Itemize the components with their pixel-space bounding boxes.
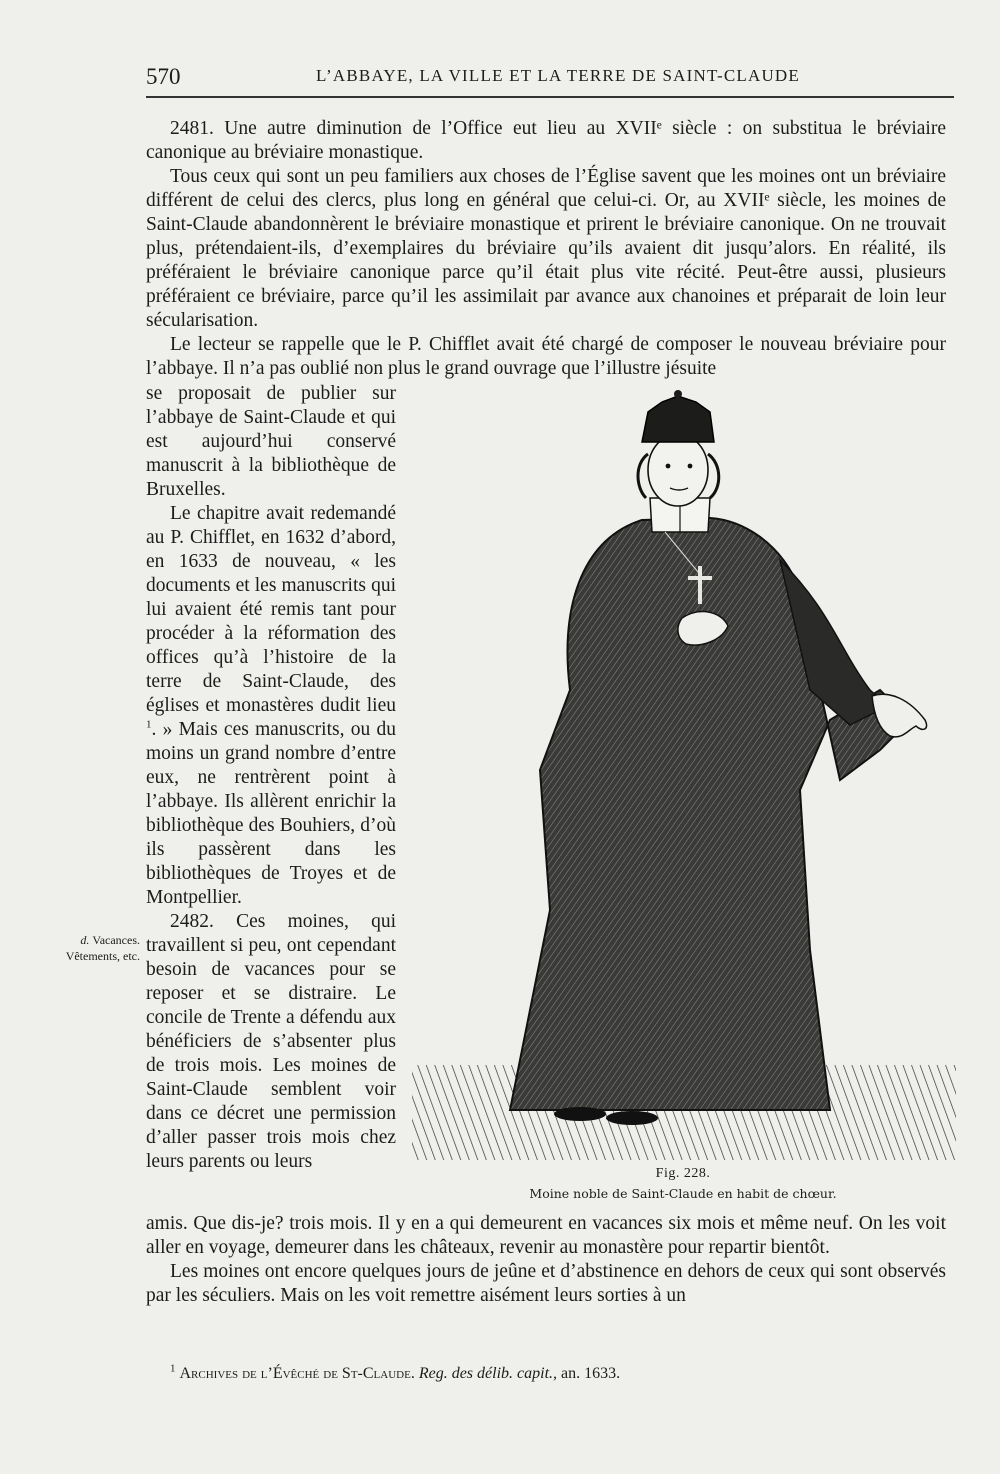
footnote-ref[interactable]: 1 (146, 718, 152, 731)
eye-right (688, 464, 693, 469)
margin-note-label: d. (80, 933, 90, 947)
text-column-narrow (146, 382, 396, 1174)
footnote-register: Reg. des délib. capit., (418, 1365, 558, 1382)
margin-note-vacances (62, 932, 140, 964)
text-block-bottom (146, 1212, 946, 1308)
figure-number: Fig. 228. (655, 1166, 711, 1181)
running-title: L’ABBAYE, LA VILLE ET LA TERRE DE SAINT-CLAUDE (316, 66, 800, 85)
figure-228 (410, 390, 956, 1201)
paragraph-2482-end: amis. Que dis-je? trois mois. Il y en a qui demeurent en vacances six mois et même neuf. On les voit aller en voyage, demeurer dans les châteaux, revenir au monastère pour repartir bientôt. (146, 1213, 946, 1258)
margin-note-text: Vacances. Vêtements, etc. (65, 933, 140, 963)
eye-left (666, 464, 671, 469)
paragraph-2481: 2481. Une autre diminution de l’Office eut lieu au XVIIᵉ siècle : on substitua le bréviaire canonique au bréviaire monastique. (146, 118, 946, 163)
biretta-pompom (674, 390, 682, 398)
paragraph-jeune: Les moines ont encore quelques jours de jeûne et d’abstinence en dehors de ceux qui sont observés par les séculiers. Mais on les voit remettre aisément leurs sorties à un (146, 1261, 946, 1306)
face (648, 434, 708, 506)
foot-right (606, 1111, 658, 1125)
paragraph-2482: 2482. Ces moines, qui travaillent si peu, ont cependant besoin de vacances pour se reposer et se distraire. Le concile de Trente a défendu aux bénéficiers de s’absenter plus de trois mois. Les moines de Saint-Claude semblent voir dans ce décret une permission d’aller passer trois mois chez leurs parents ou leurs (146, 911, 396, 1172)
hair-left (638, 454, 648, 498)
paragraph-chifflet-start: Le lecteur se rappelle que le P. Chifflet avait été chargé de composer le nouveau bréviaire pour l’abbaye. Il n’a pas oublié non plus le grand ouvrage que l’illustre jésuite (146, 334, 946, 379)
text-block-top (146, 117, 946, 381)
robe (510, 518, 910, 1110)
paragraph-chifflet-end: se proposait de publier sur l’abbaye de Saint-Claude et qui est aujourd’hui conservé manuscrit à la bibliothèque de Bruxelles. (146, 383, 396, 500)
monk-engraving (410, 390, 956, 1160)
biretta (642, 396, 714, 442)
paragraph-breviary: Tous ceux qui sont un peu familiers aux choses de l’Église savent que les moines ont un bréviaire différent de celui des clercs, plus long en général que celui-ci. Or, au XVIIᵉ siècle, les moines de Saint-Claude abandonnèrent le bréviaire monastique et prirent le bréviaire canonique. On ne trouvait plus, prétendaient-ils, d’exemplaires du bréviaire qu’ils avaient dit jusqu’alors. En réalité, ils préféraient le bréviaire canonique parce qu’il était plus vite récité. Peut-être aussi, plusieurs préféraient ce bréviaire, parce qu’il les assimilait par avance aux chanoines et préparait de loin leur sécularisation. (146, 166, 946, 331)
chapitre-text-end: . » Mais ces manuscrits, ou du moins un grand nombre d’entre eux, ne rentrèrent point à l’abbaye. Ils allèrent enrichir la bibliothèque des Bouhiers, d’où ils passèrent dans les bibliothèques de Troyes et de Montpellier. (146, 719, 396, 908)
footnote-archive: Archives de l’Évêché de St-Claude. (179, 1365, 415, 1382)
header-rule (146, 96, 954, 98)
chapitre-text: Le chapitre avait redemandé au P. Chifflet, en 1632 d’abord, en 1633 de nouveau, « les documents et les manuscrits qui lui avaient été remis tant pour procéder à la réformation des offices qu’à l’histoire de la terre de Saint-Claude, des églises et monastères dudit lieu (146, 503, 396, 716)
figure-caption: Moine noble de Saint-Claude en habit de chœur. (529, 1186, 837, 1201)
footnote (170, 1364, 950, 1384)
hair-right (708, 454, 719, 498)
page-number: 570 (146, 64, 181, 89)
foot-left (554, 1107, 606, 1121)
footnote-year: an. 1633. (561, 1365, 621, 1382)
paragraph-chapitre (146, 502, 396, 910)
footnote-marker: 1 (170, 1362, 176, 1375)
page-header (0, 60, 1000, 96)
